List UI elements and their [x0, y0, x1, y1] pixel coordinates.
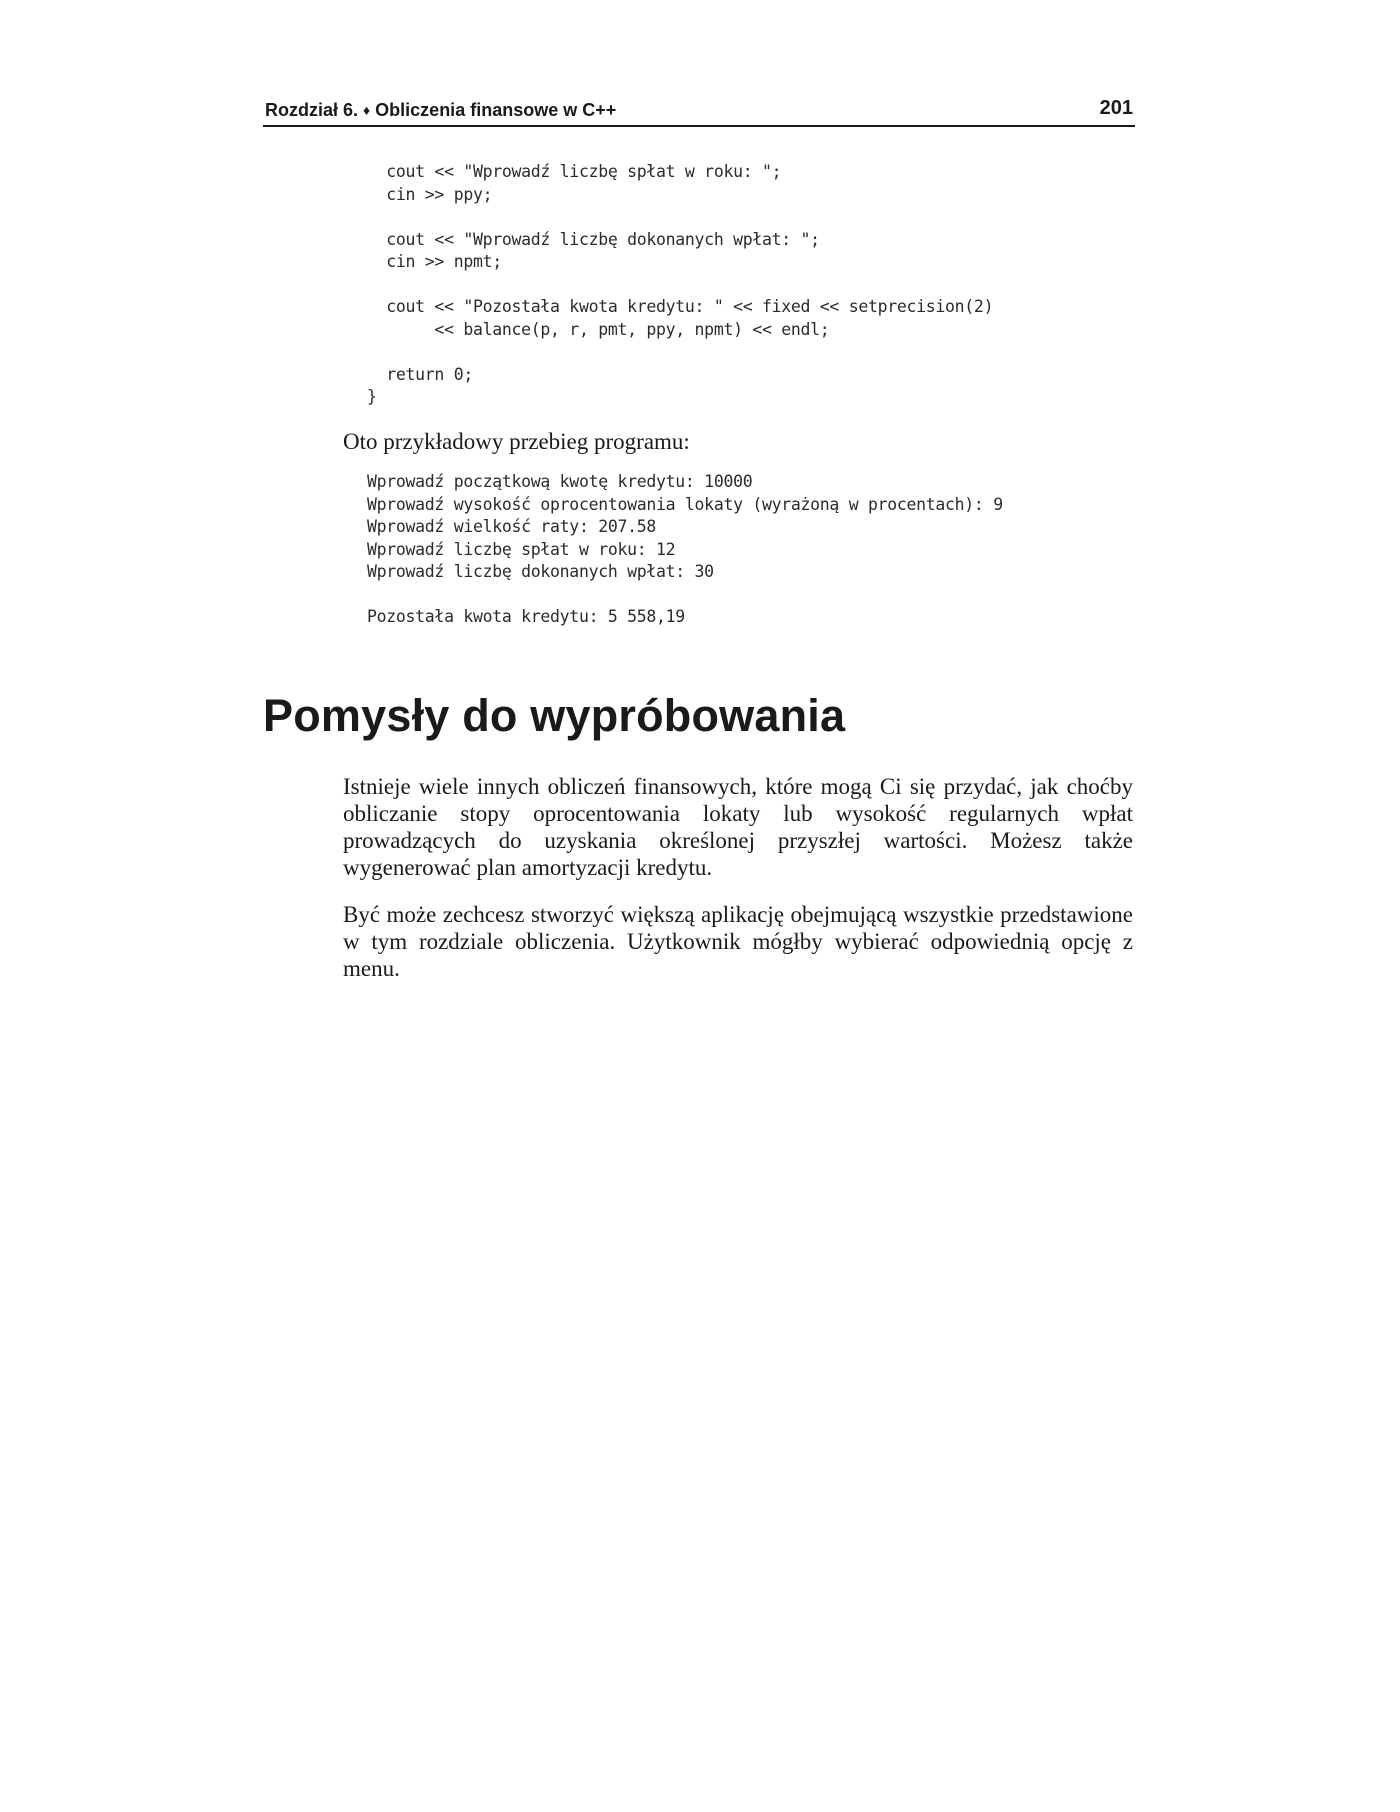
code-line: cout << "Pozostała kwota kredytu: " << fixed << setprecision(2) [367, 297, 994, 316]
code-line [367, 206, 1127, 229]
chapter-title: Obliczenia finansowe w C++ [375, 100, 617, 120]
code-line: cout << "Wprowadź liczbę spłat w roku: "; [367, 162, 782, 181]
program-output [367, 471, 1127, 629]
diamond-separator-icon: ♦ [363, 102, 371, 118]
code-line [367, 341, 1127, 364]
section-body [343, 773, 1133, 1002]
code-line [367, 274, 1127, 297]
code-line: << balance(p, r, pmt, ppy, npmt) << endl; [367, 319, 830, 339]
output-line: Wprowadź wielkość raty: 207.58 [367, 517, 657, 536]
code-line: return 0; [367, 364, 473, 384]
code-listing [367, 161, 1127, 409]
output-line: Pozostała kwota kredytu: 5 558,19 [367, 607, 685, 626]
output-line: Wprowadź liczbę dokonanych wpłat: 30 [367, 562, 714, 581]
code-line: } [367, 387, 377, 406]
output-line [367, 584, 1127, 607]
sample-run-intro: Oto przykładowy przebieg programu: [343, 429, 690, 454]
chapter-number: Rozdział 6. [265, 100, 359, 120]
output-line: Wprowadź wysokość oprocentowania lokaty (wyrażoną w procentach): 9 [367, 494, 1003, 514]
running-header [263, 99, 1135, 127]
body-paragraph: Istnieje wiele innych obliczeń finansowych, które mogą Ci się przydać, jak choćby obliczanie stopy oprocentowania lokaty lub wysokość regularnych wpłat prowadzących do uzyskania określonej przyszłej wartości. Możesz także wygenerować plan amortyzacji kredytu. [343, 774, 1133, 880]
code-line: cin >> ppy; [367, 184, 493, 204]
body-paragraph: Być może zechcesz stworzyć większą aplikację obejmującą wszystkie przedstawione w tym rozdziale obliczenia. Użytkownik mógłby wybierać odpowiednią opcję z menu. [343, 902, 1133, 981]
code-line: cout << "Wprowadź liczbę dokonanych wpłat: "; [367, 229, 820, 249]
output-line: Wprowadź początkową kwotę kredytu: 10000 [367, 472, 753, 491]
output-line: Wprowadź liczbę spłat w roku: 12 [367, 539, 676, 559]
page-number: 201 [1099, 97, 1133, 119]
code-line: cin >> npmt; [367, 252, 502, 271]
section-heading: Pomysły do wypróbowania [263, 690, 846, 741]
chapter-label [265, 99, 616, 122]
